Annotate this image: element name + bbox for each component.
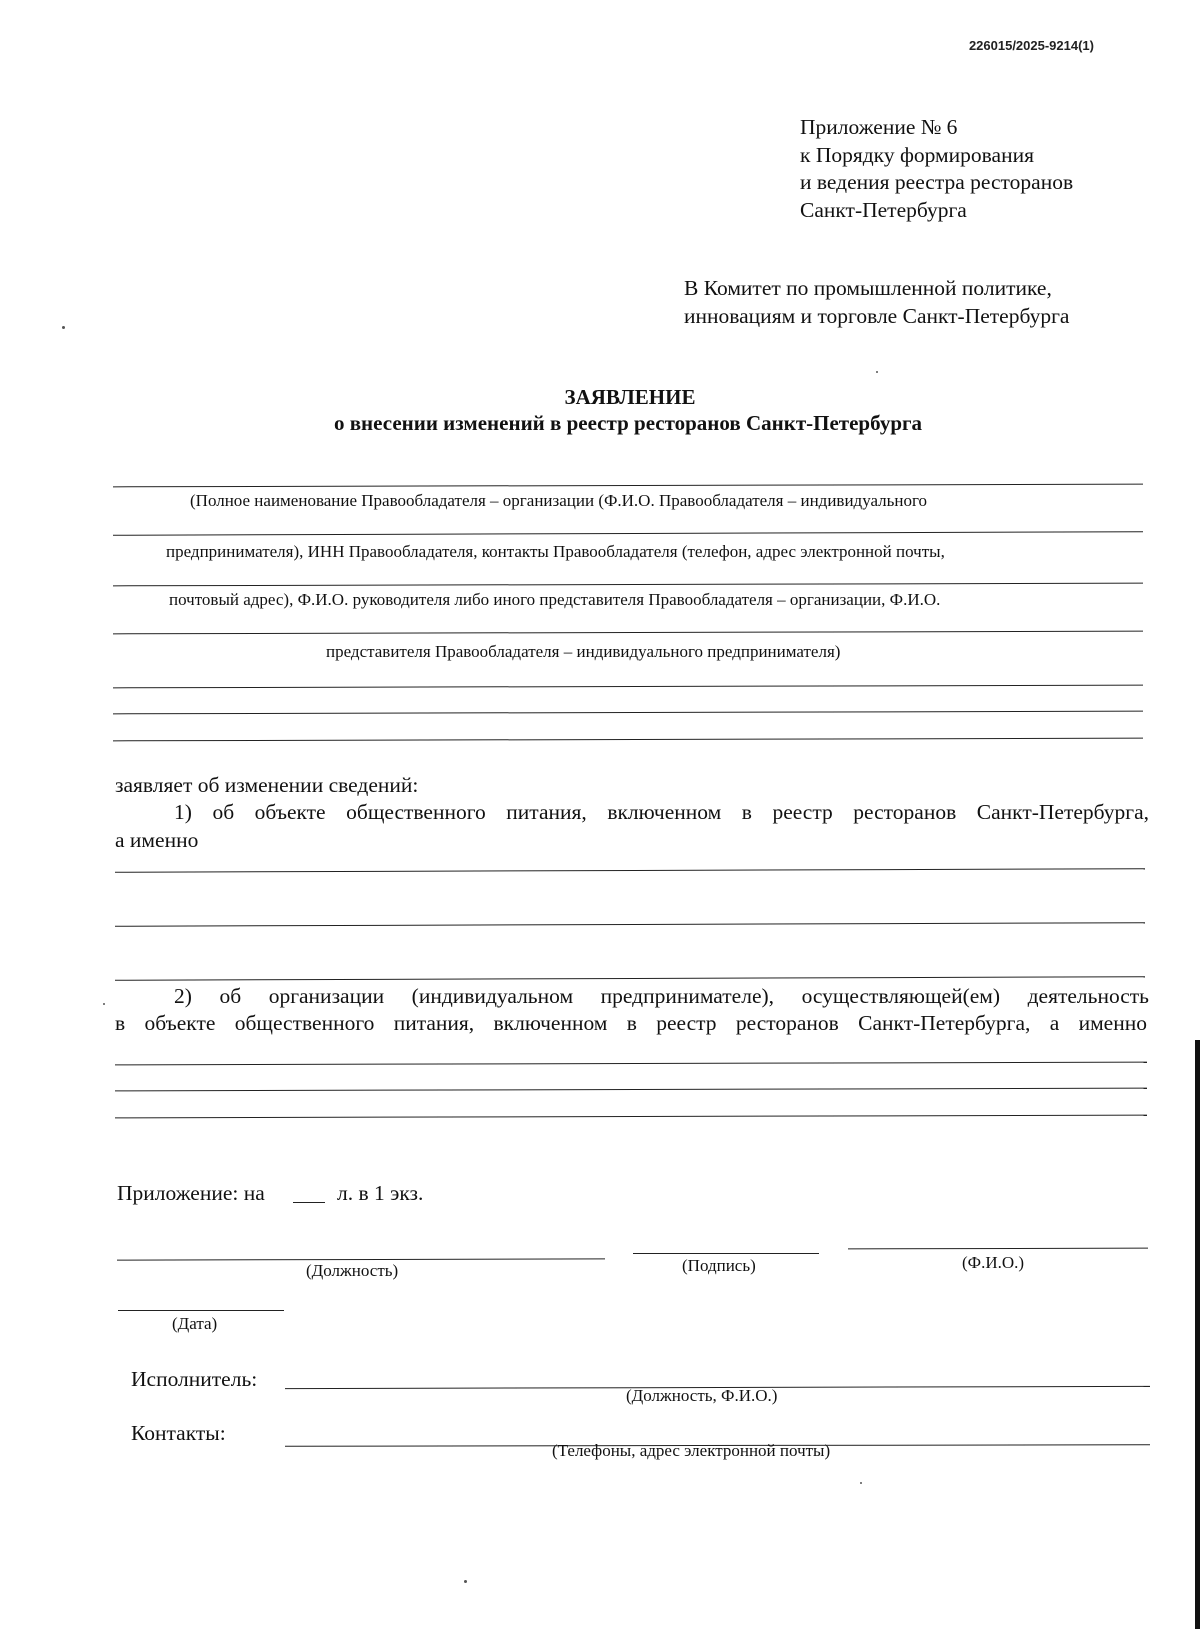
scan-speck: [62, 326, 65, 329]
executor-label: Исполнитель:: [131, 1367, 258, 1391]
addressee-line: инновациям и торговле Санкт-Петербурга: [684, 304, 1070, 328]
item-1-line-2[interactable]: [115, 922, 1145, 927]
statement-item-1-continued: а именно: [115, 828, 199, 852]
attachment-prefix: Приложение: на: [117, 1181, 265, 1205]
date-field[interactable]: [118, 1310, 284, 1311]
applicant-caption-3: почтовый адрес), Ф.И.О. руководителя либо иного представителя Правообладателя – организации, Ф.И.О.: [169, 590, 941, 609]
document-subtitle: о внесении изменений в реестр ресторанов Санкт-Петербурга: [333, 411, 923, 435]
applicant-name-line-3[interactable]: [113, 583, 1143, 587]
applicant-name-line-1[interactable]: [113, 484, 1143, 488]
applicant-caption-4: представителя Правообладателя – индивидуального предпринимателя): [326, 642, 841, 661]
document-title: ЗАЯВЛЕНИЕ: [564, 385, 696, 409]
statement-intro: заявляет об изменении сведений:: [115, 773, 419, 797]
applicant-name-line-2[interactable]: [113, 531, 1143, 536]
item-2-line-2[interactable]: [115, 1088, 1147, 1092]
attachment-sheets-field[interactable]: [293, 1202, 325, 1203]
executor-caption: (Должность, Ф.И.О.): [626, 1386, 778, 1405]
applicant-name-line-4[interactable]: [113, 631, 1143, 635]
appendix-line: Санкт-Петербурга: [800, 197, 967, 222]
item-1-line-1[interactable]: [115, 868, 1145, 873]
appendix-block: [800, 114, 1073, 224]
appendix-line: Приложение № 6: [800, 115, 958, 139]
signature-caption: (Подпись): [682, 1256, 756, 1275]
name-caption: (Ф.И.О.): [962, 1253, 1025, 1272]
statement-item-2: 2) об организации (индивидуальном предпринимателе), осуществляющей(ем) деятельность: [174, 984, 1149, 1008]
applicant-caption-1: (Полное наименование Правообладателя – организации (Ф.И.О. Правообладателя – индивидуального: [190, 491, 928, 510]
contacts-label: Контакты:: [131, 1421, 226, 1445]
statement-item-1: 1) об объекте общественного питания, включенном в реестр ресторанов Санкт-Петербурга,: [174, 800, 1149, 824]
applicant-extra-line-3[interactable]: [113, 738, 1143, 742]
appendix-line: к Порядку формирования: [800, 142, 1034, 167]
position-caption: (Должность): [306, 1261, 399, 1280]
date-caption: (Дата): [172, 1314, 218, 1333]
signature-field[interactable]: [633, 1253, 819, 1254]
scan-speck: [876, 371, 878, 373]
statement-item-2-continued: в объекте общественного питания, включенном в реестр ресторанов Санкт-Петербурга, а именно: [115, 1011, 1147, 1035]
attachment-suffix: л. в 1 экз.: [337, 1181, 424, 1205]
scan-speck: [860, 1482, 862, 1484]
appendix-line: и ведения реестра ресторанов: [800, 170, 1074, 194]
item-2-line-1[interactable]: [115, 1062, 1147, 1066]
addressee-block: [684, 274, 1069, 330]
item-1-line-3[interactable]: [115, 976, 1145, 981]
scan-speck: [464, 1580, 467, 1583]
scan-speck: [103, 1003, 105, 1005]
item-2-line-3[interactable]: [115, 1115, 1147, 1119]
applicant-extra-line-1[interactable]: [113, 685, 1143, 689]
addressee-line: В Комитет по промышленной политике,: [684, 276, 1052, 300]
document-number: 226015/2025-9214(1): [968, 38, 1094, 53]
name-field[interactable]: [848, 1248, 1148, 1250]
applicant-caption-2: предпринимателя), ИНН Правообладателя, контакты Правообладателя (телефон, адрес электронной почты,: [166, 542, 945, 561]
applicant-extra-line-2[interactable]: [113, 711, 1143, 715]
scan-edge: [1195, 1040, 1200, 1629]
contacts-caption: (Телефоны, адрес электронной почты): [552, 1441, 831, 1460]
